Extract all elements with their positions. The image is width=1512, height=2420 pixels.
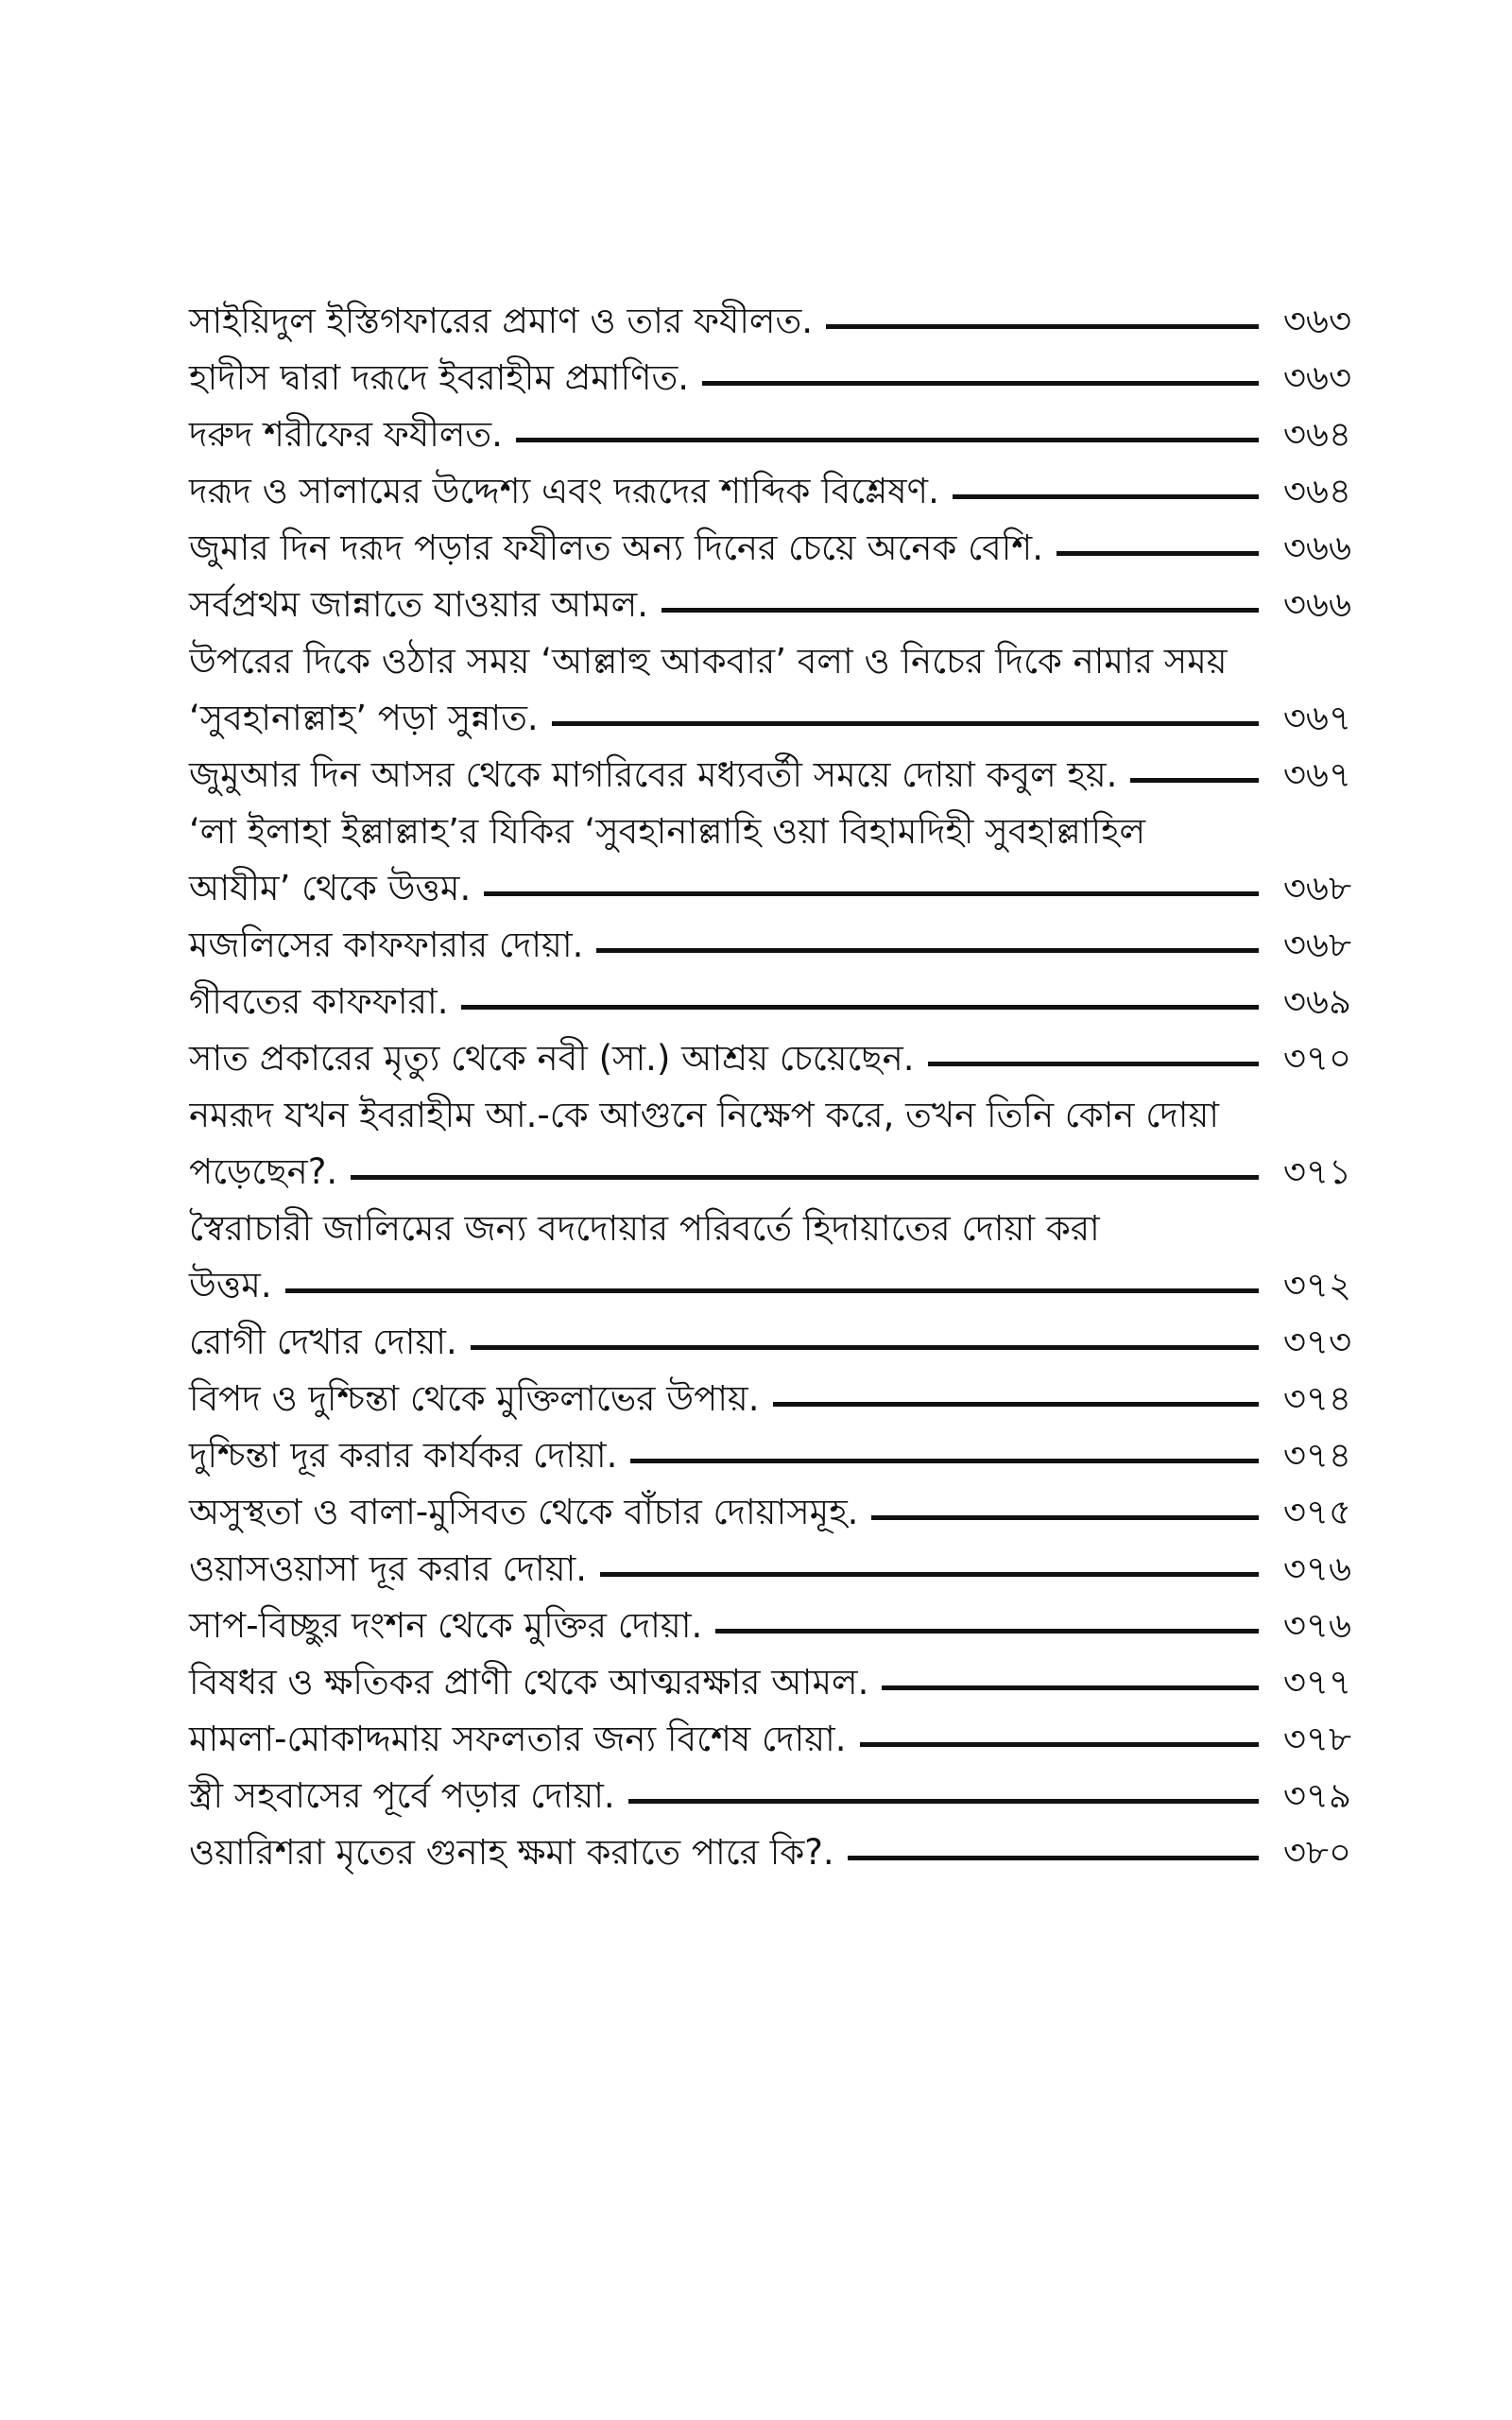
toc-entry-title: ওয়াসওয়াসা দূর করার দোয়া (189, 1548, 576, 1589)
toc-entry-title-line: উপরের দিকে ওঠার সময় ‘আল্লাহু আকবার’ বলা ও নিচের দিকে নামার সময় (189, 641, 1228, 682)
toc-entry-title: বিপদ ও দুশ্চিন্তা থেকে মুক্তিলাভের উপায় (189, 1378, 748, 1419)
toc-entry-title: সর্বপ্রথম জান্নাতে যাওয়ার আমল (189, 584, 638, 625)
toc-entry-title: ওয়ারিশরা মৃতের গুনাহ ক্ষমা করাতে পারে কি? (189, 1832, 823, 1873)
dot-leader (600, 1572, 1259, 1577)
toc-entry-title: মজলিসের কাফফারার দোয়া (189, 925, 573, 965)
dot-leader (662, 608, 1259, 613)
toc-entry: ‘লা ইলাহা ইল্লাল্লাহ’র যিকির ‘সুবহানাল্লাহি ওয়া বিহামদিহী সুবহাল্লাহিল আযীম’ থেকে উত্তম . ৩৬৮ (189, 804, 1351, 917)
toc-entry-page: ৩৭৪ (1282, 1378, 1351, 1419)
toc-entry-title: দুশ্চিন্তা দূর করার কার্যকর দোয়া (189, 1435, 607, 1476)
toc-entry-page: ৩৬৪ (1282, 414, 1351, 455)
toc-entry-page: ৩৭৪ (1282, 1435, 1351, 1476)
toc-entry-title: মামলা-মোকাদ্দমায় সফলতার জন্য বিশেষ দোয়া (189, 1719, 835, 1759)
dot-leader (285, 1288, 1259, 1293)
toc-entry: জুমার দিন দরূদ পড়ার ফযীলত অন্য দিনের চেয়ে অনেক বেশি . ৩৬৬ (189, 520, 1351, 577)
toc-entry-title: গীবতের কাফফারা (189, 981, 438, 1022)
dot-leader (871, 1515, 1259, 1520)
toc-entry: সর্বপ্রথম জান্নাতে যাওয়ার আমল . ৩৬৬ (189, 577, 1351, 633)
toc-entry: বিষধর ও ক্ষতিকর প্রাণী থেকে আত্মরক্ষার আমল . ৩৭৭ (189, 1654, 1351, 1711)
dot-leader (928, 1062, 1259, 1066)
dot-leader (826, 324, 1259, 329)
toc-entry-page: ৩৭৬ (1282, 1605, 1351, 1646)
toc-entry-title: সাত প্রকারের মৃত্যু থেকে নবী (সা.) আশ্রয় চেয়েছেন (189, 1038, 903, 1079)
toc-entry-page: ৩৭৭ (1282, 1662, 1351, 1703)
toc-entry: স্ত্রী সহবাসের পূর্বে পড়ার দোয়া . ৩৭৯ (189, 1768, 1351, 1824)
toc-entry-title: অসুস্থতা ও বালা-মুসিবত থেকে বাঁচার দোয়াসমূহ (189, 1492, 848, 1532)
toc-entry-page: ৩৮০ (1282, 1832, 1351, 1873)
toc-entry: সাপ-বিচ্ছুর দংশন থেকে মুক্তির দোয়া . ৩৭৬ (189, 1598, 1351, 1654)
dot-leader (953, 494, 1259, 499)
toc-entry-page: ৩৭২ (1282, 1265, 1351, 1305)
toc-entry: জুমুআর দিন আসর থেকে মাগরিবের মধ্যবর্তী সময়ে দোয়া কবুল হয় . ৩৬৭ (189, 747, 1351, 804)
table-of-contents (189, 293, 1351, 1881)
dot-leader (351, 1175, 1259, 1180)
dot-leader (628, 1799, 1259, 1804)
toc-entry: বিপদ ও দুশ্চিন্তা থেকে মুক্তিলাভের উপায় . ৩৭৪ (189, 1371, 1351, 1427)
toc-entry-page: ৩৬৪ (1282, 471, 1351, 511)
toc-entry: স্বৈরাচারী জালিমের জন্য বদদোয়ার পরিবর্তে হিদায়াতের দোয়া করা উত্তম . ৩৭২ (189, 1201, 1351, 1314)
toc-entry: মামলা-মোকাদ্দমায় সফলতার জন্য বিশেষ দোয়া . ৩৭৮ (189, 1711, 1351, 1768)
toc-entry-title: সাইয়িদুল ইস্তিগফারের প্রমাণ ও তার ফযীলত (189, 301, 802, 341)
dot-leader (1130, 778, 1259, 783)
toc-entry-title: জুমুআর দিন আসর থেকে মাগরিবের মধ্যবর্তী সময়ে দোয়া কবুল হয় (189, 754, 1107, 795)
toc-entry-page: ৩৭৫ (1282, 1492, 1351, 1532)
toc-entry-title: পড়েছেন? (189, 1151, 327, 1192)
toc-entry: দরূদ ও সালামের উদ্দেশ্য এবং দরূদের শাব্দিক বিশ্লেষণ . ৩৬৪ (189, 463, 1351, 520)
toc-entry-title: স্ত্রী সহবাসের পূর্বে পড়ার দোয়া (189, 1775, 604, 1816)
toc-entry-title: উত্তম (189, 1265, 261, 1305)
dot-leader (702, 381, 1259, 386)
toc-entry-page: ৩৭৬ (1282, 1548, 1351, 1589)
toc-entry-title: আযীম’ থেকে উত্তম (189, 868, 460, 908)
toc-entry: দুশ্চিন্তা দূর করার কার্যকর দোয়া . ৩৭৪ (189, 1427, 1351, 1484)
toc-entry-page: ৩৬৮ (1282, 925, 1351, 965)
toc-entry-title: দরুদ শরীফের ফযীলত (189, 414, 492, 455)
toc-entry-page: ৩৬৮ (1282, 868, 1351, 908)
toc-entry: হাদীস দ্বারা দরূদে ইবরাহীম প্রমাণিত . ৩৬৩ (189, 350, 1351, 406)
toc-entry-page: ৩৬৩ (1282, 357, 1351, 398)
toc-entry-page: ৩৬৯ (1282, 981, 1351, 1022)
toc-entry: সাত প্রকারের মৃত্যু থেকে নবী (সা.) আশ্রয় চেয়েছেন . ৩৭০ (189, 1030, 1351, 1087)
toc-entry-page: ৩৬৩ (1282, 301, 1351, 341)
dot-leader (552, 721, 1259, 726)
toc-entry-title-line: নমরূদ যখন ইবরাহীম আ.-কে আগুনে নিক্ষেপ করে, তখন তিনি কোন দোয়া (189, 1095, 1219, 1135)
toc-entry-title: ‘সুবহানাল্লাহ’ পড়া সুন্নাত (189, 698, 527, 738)
dot-leader (882, 1685, 1259, 1690)
toc-entry-title-line: স্বৈরাচারী জালিমের জন্য বদদোয়ার পরিবর্তে হিদায়াতের দোয়া করা (189, 1208, 1100, 1249)
toc-entry-page: ৩৭৯ (1282, 1775, 1351, 1816)
dot-leader (715, 1629, 1259, 1634)
toc-entry: ওয়ারিশরা মৃতের গুনাহ ক্ষমা করাতে পারে কি? . ৩৮০ (189, 1824, 1351, 1881)
toc-entry-page: ৩৭৮ (1282, 1719, 1351, 1759)
dot-leader (516, 438, 1259, 442)
toc-entry-title-line: ‘লা ইলাহা ইল্লাল্লাহ’র যিকির ‘সুবহানাল্লাহি ওয়া বিহামদিহী সুবহাল্লাহিল (189, 811, 1146, 852)
toc-entry: সাইয়িদুল ইস্তিগফারের প্রমাণ ও তার ফযীলত . ৩৬৩ (189, 293, 1351, 350)
dot-leader (484, 891, 1259, 896)
dot-leader (848, 1856, 1259, 1860)
dot-leader (1057, 551, 1259, 556)
dot-leader (461, 1005, 1259, 1010)
toc-entry-page: ৩৭১ (1282, 1151, 1351, 1192)
toc-entry-page: ৩৬৭ (1282, 754, 1351, 795)
dot-leader (471, 1345, 1259, 1350)
dot-leader (630, 1459, 1259, 1463)
toc-entry-title: হাদীস দ্বারা দরূদে ইবরাহীম প্রমাণিত (189, 357, 679, 398)
toc-entry-page: ৩৬৬ (1282, 527, 1351, 568)
dot-leader (860, 1742, 1260, 1747)
toc-entry-page: ৩৬৭ (1282, 698, 1351, 738)
toc-entry-title: দরূদ ও সালামের উদ্দেশ্য এবং দরূদের শাব্দিক বিশ্লেষণ (189, 471, 929, 511)
toc-entry: ওয়াসওয়াসা দূর করার দোয়া . ৩৭৬ (189, 1541, 1351, 1598)
toc-entry: রোগী দেখার দোয়া . ৩৭৩ (189, 1314, 1351, 1371)
toc-entry: দরুদ শরীফের ফযীলত . ৩৬৪ (189, 406, 1351, 463)
toc-entry: মজলিসের কাফফারার দোয়া . ৩৬৮ (189, 917, 1351, 974)
toc-entry-title: জুমার দিন দরূদ পড়ার ফযীলত অন্য দিনের চেয়ে অনেক বেশি (189, 527, 1033, 568)
toc-entry-page: ৩৬৬ (1282, 584, 1351, 625)
toc-entry-title: বিষধর ও ক্ষতিকর প্রাণী থেকে আত্মরক্ষার আমল (189, 1662, 858, 1703)
toc-entry: গীবতের কাফফারা . ৩৬৯ (189, 974, 1351, 1030)
toc-entry-title: সাপ-বিচ্ছুর দংশন থেকে মুক্তির দোয়া (189, 1605, 692, 1646)
toc-entry: নমরূদ যখন ইবরাহীম আ.-কে আগুনে নিক্ষেপ করে, তখন তিনি কোন দোয়া পড়েছেন? . ৩৭১ (189, 1087, 1351, 1201)
toc-entry-title: রোগী দেখার দোয়া (189, 1322, 446, 1362)
toc-entry-page: ৩৭৩ (1282, 1322, 1351, 1362)
toc-entry-page: ৩৭০ (1282, 1038, 1351, 1079)
toc-entry: অসুস্থতা ও বালা-মুসিবত থেকে বাঁচার দোয়াসমূহ . ৩৭৫ (189, 1484, 1351, 1541)
toc-entry: উপরের দিকে ওঠার সময় ‘আল্লাহু আকবার’ বলা ও নিচের দিকে নামার সময় ‘সুবহানাল্লাহ’ পড়া সুন্নাত . ৩৬৭ (189, 633, 1351, 747)
dot-leader (773, 1402, 1260, 1407)
dot-leader (596, 948, 1259, 953)
